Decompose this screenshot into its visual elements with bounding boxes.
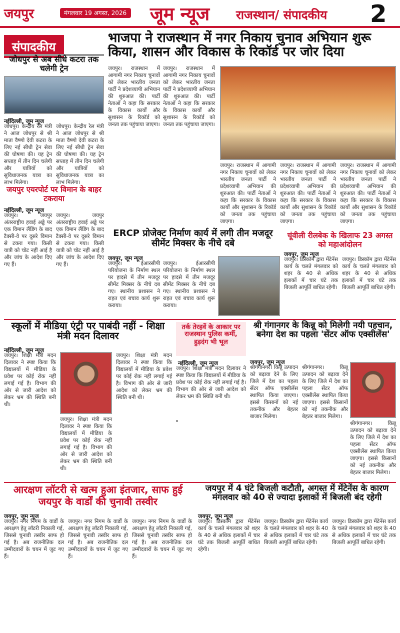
school-headline: स्कूलों में मीडिया एंट्री पर पाबंदी नहीं - शिक्षा मंत्री मदन दिलावर xyxy=(11,321,165,343)
train-photo xyxy=(4,76,104,114)
ercp-headline: ERCP प्रोजेक्ट निर्माण कार्य में लगी तीन मजदूर सीमेंट मिक्सर के नीचे दबे xyxy=(113,229,273,249)
ercp-dateline: जयपुर, जूम न्यूज xyxy=(108,256,143,262)
airport-body-col1: जयपुर। जयपुर अंतरराष्ट्रीय हवाई अड्डे पर एक विमान लैंडिंग के बाद टैक्सी-वे पर दूसरे विमान से टकरा गया। किसी यात्री को चोट नहीं आई है और जांच के आदेश दिए गए हैं। xyxy=(4,213,52,268)
power-body-col3: जयपुर। डिस्कॉम द्वारा मेंटेनेंस कार्य के चलते मंगलवार को शहर के 40 से अधिक इलाकों में चार घंटे तक बिजली आपूर्ति बाधित रहेगी। xyxy=(332,519,396,546)
agitation-body-col2: जयपुर। डिस्कॉम द्वारा मेंटेनेंस कार्य के चलते मंगलवार को शहर के 40 से अधिक इलाकों में चार घंटे तक बिजली आपूर्ति बाधित रहेगी। xyxy=(342,257,396,291)
agitation-dateline: जयपुर, जूम न्यूज xyxy=(284,252,319,258)
spacer xyxy=(176,420,178,422)
train-body-col2: जोधपुर। केन्द्रीय रेल मंत्री ने आज जोधपुर से श्री माता वैष्णो देवी कटरा के लिए नई सीधी ट्रेन सेवा की घोषणा की। यह ट्रेन सप्ताह में तीन दिन चलेगी और यात्रियों को सुविधाजनक यात्रा का लाभ मिलेगा। xyxy=(56,124,104,186)
lead-headline: भाजपा ने राजस्थान में नगर निकाय चुनाव अभियान शुरू किया, शासन और विकास के रिकॉर्ड पर जोर दिया xyxy=(108,31,372,61)
train-headline: जोधपुर से अब सीधे कटरा तक चलेगी ट्रेन xyxy=(9,55,99,73)
newspaper-logo: जूम न्यूज xyxy=(150,4,210,25)
reservation-body-col3: जयपुर। नगर निगम के वार्डों के आरक्षण हेतु लॉटरी निकाली गई, जिससे चुनावी तस्वीर साफ हो गई है। अब राजनीतिक दल उम्मीदवारों के चयन में जुट गए हैं। xyxy=(132,519,192,560)
ganganagar-body-col1: श्रीगंगानगर। किन्नू उत्पादन को बढ़ावा देने के लिए जिले में देश का पहला सेंटर ऑफ एक्सीलेंस स्थापित किया जाएगा। इससे किसानों को नई तकनीक और बेहतर बाजार मिलेगा। xyxy=(250,365,298,420)
masthead-city: जयपुर xyxy=(4,7,34,22)
lead-body-col2: जयपुर। राजस्थान में आगामी नगर निकाय चुनावों को लेकर भारतीय जनता पार्टी ने प्रदेशव्यापी अभियान की शुरुआत की। पार्टी नेताओं ने कहा कि सरकार के विकास कार्यों और सुशासन के रिकॉर्ड को जनता तक पहुंचाया जाएगा। xyxy=(163,66,215,128)
minister-photo xyxy=(60,352,112,414)
official-photo xyxy=(350,362,396,418)
section-divider-2 xyxy=(4,482,396,483)
lead-body-col3: जयपुर। राजस्थान में आगामी नगर निकाय चुनावों को लेकर भारतीय जनता पार्टी ने प्रदेशव्यापी अभियान की शुरुआत की। पार्टी नेताओं ने कहा कि सरकार के विकास कार्यों और सुशासन के रिकॉर्ड को जनता तक पहुंचाया जाएगा। xyxy=(220,163,276,225)
lead-body-col5: जयपुर। राजस्थान में आगामी नगर निकाय चुनावों को लेकर भारतीय जनता पार्टी ने प्रदेशव्यापी अभियान की शुरुआत की। पार्टी नेताओं ने कहा कि सरकार के विकास कार्यों और सुशासन के रिकॉर्ड को जनता तक पहुंचाया जाएगा। xyxy=(340,163,396,225)
reservation-body-col1: जयपुर। नगर निगम के वार्डों के आरक्षण हेतु लॉटरी निकाली गई, जिससे चुनावी तस्वीर साफ हो गई है। अब राजनीतिक दल उम्मीदवारों के चयन में जुट गए हैं। xyxy=(4,519,64,560)
reservation-dateline: जयपुर, जूम न्यूज xyxy=(4,514,39,520)
airport-headline: जयपुर एयरपोर्ट पर विमान के बाहर टकराया xyxy=(6,185,102,203)
section-divider xyxy=(4,319,396,320)
agitation-headline: चूंवीली रीलबेक के खिलाफ 23 अगस्त को महाआंदोलन xyxy=(287,231,393,249)
school-body-col3: जयपुर। शिक्षा मंत्री मदन दिलावर ने स्पष्ट किया कि विद्यालयों में मीडिया के प्रवेश पर कोई रोक नहीं लगाई गई है। विभाग की ओर से जारी आदेश को लेकर भ्रम की स्थिति बनी थी। xyxy=(116,353,172,401)
power-headline: जयपुर में 4 घंटे बिजली कटौती, अगस्त में मेंटेनेंस के कारण मंगलवार को 40 से ज्यादा इलाकों में बिजली बंद रहेगी xyxy=(205,484,389,504)
lead-body-col1: जयपुर। राजस्थान में आगामी नगर निकाय चुनावों को लेकर भारतीय जनता पार्टी ने प्रदेशव्यापी अभियान की शुरुआत की। पार्टी नेताओं ने कहा कि सरकार के विकास कार्यों और सुशासन के रिकॉर्ड को जनता तक पहुंचाया जाएगा। xyxy=(108,66,160,128)
airport-dateline: नईदिल्ली, जूम न्यूज xyxy=(4,208,44,214)
construction-site-photo xyxy=(218,256,280,316)
masthead-section: राजस्थान/ संपादकीय xyxy=(236,8,328,22)
thief-headline: तर्क तेरहवें के आकार पर राजस्थान पुलिस कर्मी, हुड़दंग भी भूल xyxy=(181,323,241,346)
thief-body: जयपुर। शिक्षा मंत्री मदन दिलावर ने स्पष्ट किया कि विद्यालयों में मीडिया के प्रवेश पर कोई रोक नहीं लगाई गई है। विभाग की ओर से जारी आदेश को लेकर भ्रम की स्थिति बनी थी। xyxy=(176,366,246,400)
school-body-col1: जयपुर। शिक्षा मंत्री मदन दिलावर ने स्पष्ट किया कि विद्यालयों में मीडिया के प्रवेश पर कोई रोक नहीं लगाई गई है। विभाग की ओर से जारी आदेश को लेकर भ्रम की स्थिति बनी थी। xyxy=(4,353,56,408)
lead-body-col4: जयपुर। राजस्थान में आगामी नगर निकाय चुनावों को लेकर भारतीय जनता पार्टी ने प्रदेशव्यापी अभियान की शुरुआत की। पार्टी नेताओं ने कहा कि सरकार के विकास कार्यों और सुशासन के रिकॉर्ड को जनता तक पहुंचाया जाएगा। xyxy=(280,163,336,225)
page-number: 2 xyxy=(370,0,387,28)
train-body-col1: जोधपुर। केन्द्रीय रेल मंत्री ने आज जोधपुर से श्री माता वैष्णो देवी कटरा के लिए नई सीधी ट्रेन सेवा की घोषणा की। यह ट्रेन सप्ताह में तीन दिन चलेगी और यात्रियों को सुविधाजनक यात्रा का लाभ मिलेगा। xyxy=(4,124,52,186)
masthead-date: मंगलवार 19 अगस्त, 2026 xyxy=(60,8,131,18)
school-body-col2: जयपुर। शिक्षा मंत्री मदन दिलावर ने स्पष्ट किया कि विद्यालयों में मीडिया के प्रवेश पर कोई रोक नहीं लगाई गई है। विभाग की ओर से जारी आदेश को लेकर भ्रम की स्थिति बनी थी। xyxy=(60,417,112,472)
power-dateline: जयपुर, जूम न्यूज xyxy=(198,514,233,520)
thief-dateline: नईदिल्ली, जूम न्यूज xyxy=(178,361,218,367)
press-conference-photo xyxy=(220,66,396,160)
editorial-tag: संपादकीय xyxy=(4,35,64,58)
reservation-headline: आरक्षण लॉटरी से खत्म हुआ इंतजार, साफ हुई जयपुर के वार्डों की चुनावी तस्वीर xyxy=(13,485,183,508)
ercp-body-col2: जयपुर। ईआरसीपी परियोजना के निर्माण स्थल पर हादसे में तीन मजदूर सीमेंट मिक्सर के नीचे दब गए। स्थानीय प्रशासन ने राहत एवं बचाव कार्य शुरू कराया। xyxy=(163,261,215,309)
ganganagar-body-col3: श्रीगंगानगर। किन्नू उत्पादन को बढ़ावा देने के लिए जिले में देश का पहला सेंटर ऑफ एक्सीलेंस स्थापित किया जाएगा। इससे किसानों को नई तकनीक और बेहतर बाजार मिलेगा। xyxy=(350,421,396,476)
reservation-body-col2: जयपुर। नगर निगम के वार्डों के आरक्षण हेतु लॉटरी निकाली गई, जिससे चुनावी तस्वीर साफ हो गई है। अब राजनीतिक दल उम्मीदवारों के चयन में जुट गए हैं। xyxy=(68,519,128,560)
power-body-col1: जयपुर। डिस्कॉम द्वारा मेंटेनेंस कार्य के चलते मंगलवार को शहर के 40 से अधिक इलाकों में चार घंटे तक बिजली आपूर्ति बाधित रहेगी। xyxy=(198,519,260,553)
power-body-col2: जयपुर। डिस्कॉम द्वारा मेंटेनेंस कार्य के चलते मंगलवार को शहर के 40 से अधिक इलाकों में चार घंटे तक बिजली आपूर्ति बाधित रहेगी। xyxy=(264,519,328,546)
ganganagar-dateline: जयपुर, जूम न्यूज xyxy=(250,360,285,366)
ercp-body-col1: जयपुर। ईआरसीपी परियोजना के निर्माण स्थल पर हादसे में तीन मजदूर सीमेंट मिक्सर के नीचे दब गए। स्थानीय प्रशासन ने राहत एवं बचाव कार्य शुरू कराया। xyxy=(108,261,160,309)
school-dateline: नईदिल्ली, जूम न्यूज xyxy=(4,348,44,354)
train-dateline: नईदिल्ली, जूम न्यूज xyxy=(4,119,44,125)
ganganagar-headline: श्री गंगानगर के किन्नू को मिलेगी नयी पहचान, बनेगा देश का पहला 'सेंटर ऑफ एक्सीलेंस' xyxy=(253,321,393,341)
agitation-body-col1: जयपुर। डिस्कॉम द्वारा मेंटेनेंस कार्य के चलते मंगलवार को शहर के 40 से अधिक इलाकों में चार घंटे तक बिजली आपूर्ति बाधित रहेगी। xyxy=(284,257,338,291)
airport-body-col2: जयपुर। जयपुर अंतरराष्ट्रीय हवाई अड्डे पर एक विमान लैंडिंग के बाद टैक्सी-वे पर दूसरे विमान से टकरा गया। किसी यात्री को चोट नहीं आई है और जांच के आदेश दिए गए हैं। xyxy=(56,213,104,268)
ganganagar-body-col2: श्रीगंगानगर। किन्नू उत्पादन को बढ़ावा देने के लिए जिले में देश का पहला सेंटर ऑफ एक्सीलेंस स्थापित किया जाएगा। इससे किसानों को नई तकनीक और बेहतर बाजार मिलेगा। xyxy=(302,365,348,420)
